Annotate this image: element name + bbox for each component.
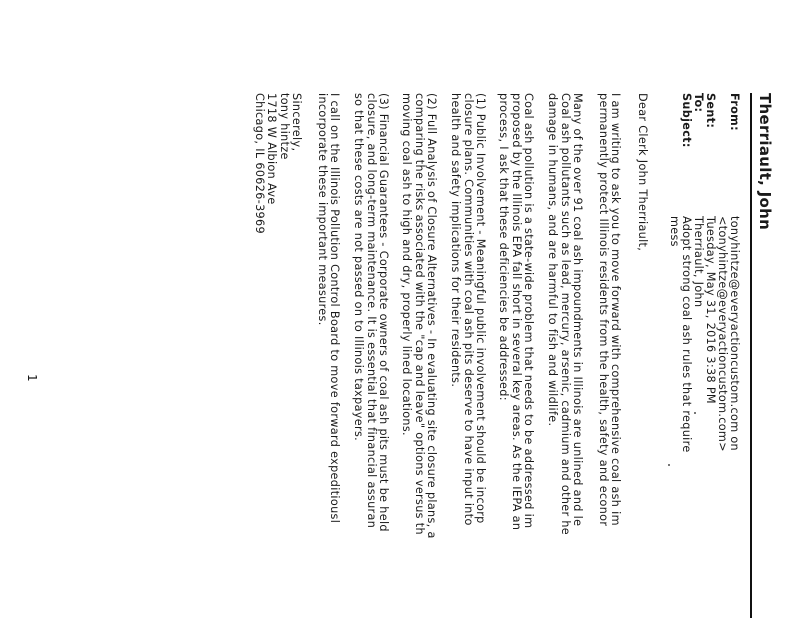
paragraph-line: Many of the over 91 coal ash impoundments in Illinois are unlined and le xyxy=(571,93,584,527)
paragraph-public-involvement xyxy=(449,93,486,618)
signer-city: Chicago, IL 60626-3969 xyxy=(252,93,266,234)
header-divider xyxy=(750,93,752,618)
paragraph-statewide xyxy=(497,93,534,618)
paragraph-line: (2) Full Analysis of Closure Alternatives - In evaluating site closure plans, a xyxy=(425,93,438,539)
paragraph-line: Coal ash pollutants such as lead, mercury, arsenic, cadmium and other he xyxy=(558,93,572,536)
paragraph-line: damage in humans, and are harmful to fish and wildlife. xyxy=(546,93,560,427)
paragraph-impoundments xyxy=(546,93,583,618)
scan-artifact xyxy=(694,412,696,414)
to-label: To: xyxy=(692,93,705,113)
page-number: 1 xyxy=(25,374,39,382)
recipient-header: Therriault, John xyxy=(756,93,774,231)
paragraph-line: process, I ask that these deficiencies be addressed: xyxy=(497,93,511,401)
paragraph-line: closure plans. Communities with coal ash pits deserve to have input into xyxy=(461,93,475,526)
subject-value: Adopt strong coal ash rules that require xyxy=(680,216,693,453)
paragraph-line: so that these costs are not passed on to Illinois taxpayers. xyxy=(352,93,366,442)
paragraph-line: comparing the risks associated with the "cap and leave" options versus th xyxy=(412,93,426,535)
signature-block xyxy=(252,93,302,618)
closing: Sincerely, xyxy=(290,93,303,152)
from-value-address: <tonyhintze@everyactioncustom.com> xyxy=(716,216,729,452)
to-value: Therriault, John xyxy=(692,216,705,308)
sent-label: Sent: xyxy=(704,93,717,129)
paragraph-line: closure, and long-term maintenance. It is essential that financial assuran xyxy=(364,93,378,529)
paragraph-call-to-action xyxy=(315,93,340,618)
paragraph-line: (1) Public Involvement - Meaningful public involvement should be incorp xyxy=(474,93,487,524)
scan-artifact xyxy=(668,464,670,466)
paragraph-intro xyxy=(596,93,621,618)
from-label: From: xyxy=(728,93,741,132)
paragraph-line: Coal ash pollution is a state-wide problem that needs to be addressed im xyxy=(522,93,535,529)
paragraph-line: moving coal ash to high and dry, properly lined locations. xyxy=(400,93,414,436)
signer-name: tony hintze xyxy=(277,93,291,160)
paragraph-line: (3) Financial Guarantees - Corporate owners of coal ash pits must be held xyxy=(377,93,390,532)
paragraph-line: permanently protect Illinois residents from the health, safety and econor xyxy=(596,93,610,527)
signer-street: 1718 W Albion Ave xyxy=(265,93,279,205)
paragraph-closure-alternatives xyxy=(400,93,437,618)
salutation: Dear Clerk John Therriault, xyxy=(636,93,649,252)
paragraph-line: proposed by the Illinois EPA fall short in several key areas. As the IEPA an xyxy=(509,93,523,531)
paragraph-line: I call on the Illinois Pollution Control Board to move forward expeditiousl xyxy=(328,93,341,524)
subject-label: Subject: xyxy=(680,93,693,148)
subject-value-cont: mess xyxy=(668,216,681,247)
sent-value: Tuesday, May 31, 2016 3:38 PM xyxy=(704,216,717,404)
paragraph-line: incorporate these important measures. xyxy=(315,93,329,326)
from-value: tonyhintze@everyactioncustom.com on xyxy=(728,216,741,451)
paragraph-line: health and safety implications for their residents. xyxy=(449,93,463,388)
paragraph-line: I am writing to ask you to move forward with comprehensive coal ash im xyxy=(609,93,622,526)
paragraph-financial-guarantees xyxy=(352,93,389,618)
